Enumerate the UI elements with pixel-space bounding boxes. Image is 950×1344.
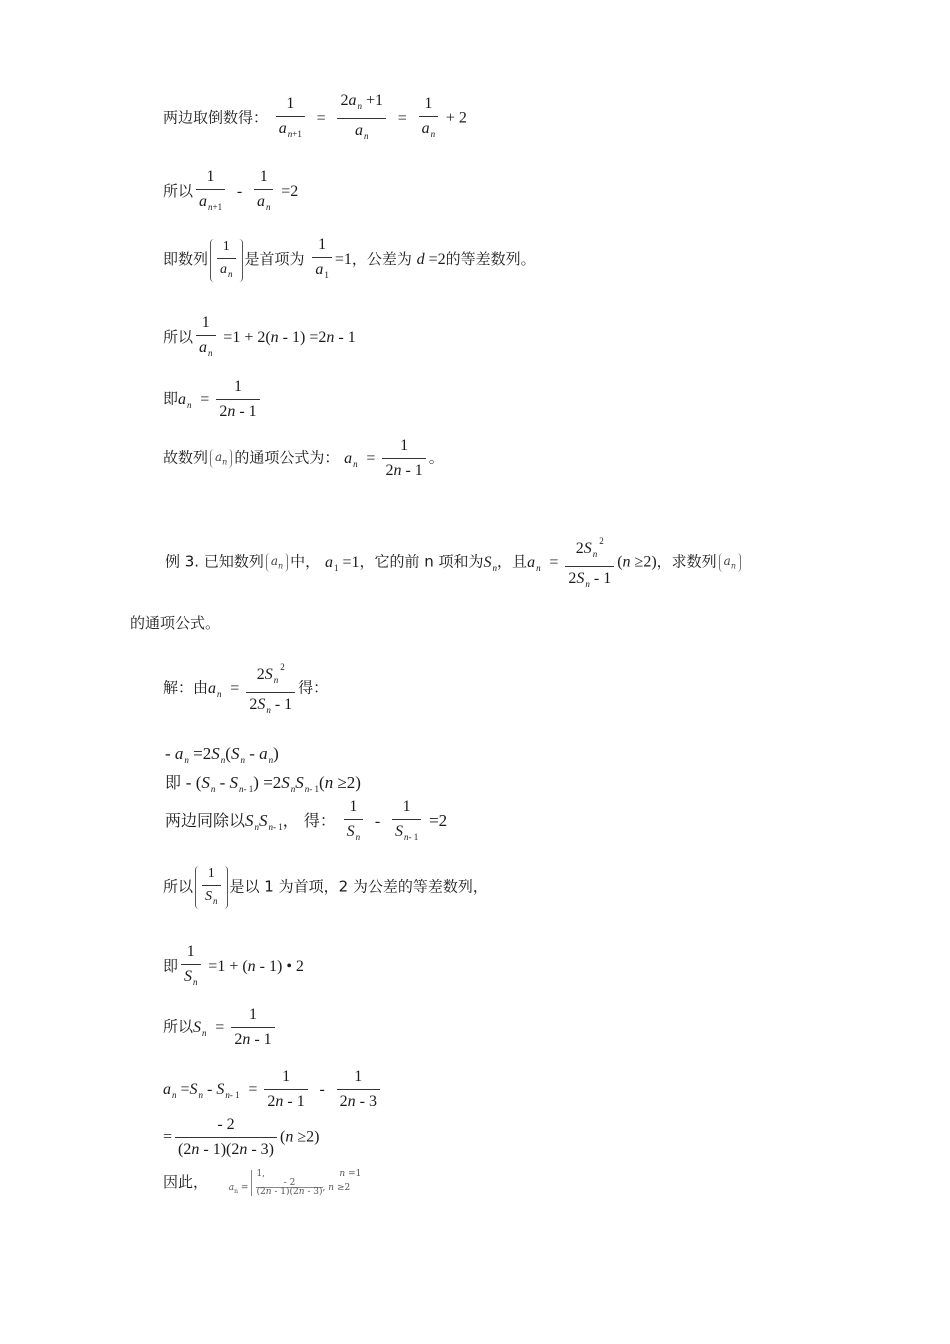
frac-1-over-an-c: $\frac{1}{a_n}$	[196, 314, 216, 362]
text-gongchawei: ，公差为	[351, 250, 412, 268]
frac-2sn2-over-2sn-1: $\frac{2S_n^2}{2S_n - 1}$	[565, 532, 614, 593]
text-shiyi-1-weishouxiang: 是以 1 为首项，2 为公差的等差数列，	[229, 877, 488, 896]
text-jieyou: 解：由	[163, 678, 209, 697]
frac-2an1-over-an: $\frac{2a_n +1}{a_n}$	[337, 92, 386, 145]
frac-1-over-2n-1-c: $\frac{1}{2n - 1}$	[231, 1006, 274, 1049]
frac-1-over-sn-1: $\frac{1}{S_{n- 1}}$	[392, 798, 421, 846]
frac-2sn2-over-2sn-1-b: $\frac{2S_n^2}{2S_n - 1}$	[246, 658, 295, 719]
line-an-formula: 即$a_n$ = $\frac{1}{2n - 1}$	[163, 378, 263, 421]
text-suoyi-3: 所以	[163, 877, 194, 896]
frac-1-over-2n-3: $\frac{1}{2n - 3}$	[337, 1068, 380, 1111]
text-tongxianggongshi-2: 的通项公式。	[130, 614, 221, 632]
piecewise-formula: $a_n$ = 1, n =1 $\frac{- 2}{(2n - 1)(2n - 3)}$ , n ≥2	[228, 1169, 362, 1197]
frac-1-over-a1: $\frac{1}{a_1}$	[312, 236, 332, 284]
line-general-reciprocal: 所以 $\frac{1}{a_n}$ =1 + 2(n - 1) =2n - 1	[163, 314, 356, 362]
brace-1-over-sn: $\frac{1}{S_n}$	[195, 866, 228, 909]
text-gushulie: 故数列	[163, 448, 209, 467]
text-suoyi-1: 所以	[163, 182, 194, 200]
text-qie: ，且	[497, 552, 528, 571]
brace-an-ex3-b: $a_n$	[719, 553, 741, 571]
text-shouxiangwei: 是首项为	[244, 250, 305, 268]
text-ji-3: 即	[163, 957, 179, 975]
text-period: 。	[428, 448, 444, 467]
line-an-simplified: = $\frac{- 2}{(2n - 1)(2n - 3)}$ (n ≥2)	[163, 1116, 320, 1158]
line-reciprocal: 两边取倒数得： $\frac{1}{a_{n+1}}$ = $\frac{2a_n +1}{a_n}$ = $\frac{1}{a_n}$ + 2	[163, 92, 467, 145]
text-de: 得：	[298, 678, 329, 697]
text-zhong: 中，	[290, 552, 321, 571]
example-3-continued	[130, 612, 220, 633]
text-reciprocal: 两边取倒数得：	[163, 108, 269, 127]
text-example-3: 例 3. 已知数列	[165, 552, 264, 571]
line-sn-general: 即 $\frac{1}{S_n}$ =1 + (n - 1) • 2	[163, 943, 304, 991]
line-final-piecewise	[163, 1170, 361, 1196]
text-tongchuyi: 两边同除以	[165, 811, 246, 830]
text-ji-1: 即	[163, 389, 179, 408]
text-qiushulie: ，求数列	[656, 552, 717, 571]
frac-1-over-sn-b: $\frac{1}{S_n}$	[181, 943, 201, 991]
line-an-difference: $a_n =S_n - S_{n- 1}$ = $\frac{1}{2n - 1}$ - $\frac{1}{2n - 3}$	[163, 1068, 383, 1111]
line-sn-arithmetic	[163, 866, 488, 909]
text-tongxianggongshi: 的通项公式为：	[234, 448, 340, 467]
text-qianxianghe: ，它的前 n 项和为	[359, 552, 484, 571]
text-ji-2: 即	[165, 773, 182, 792]
frac-1-over-2n-1-d: $\frac{1}{2n - 1}$	[264, 1068, 307, 1111]
frac-1-over-an1-b: $\frac{1}{a_{n+1}}$	[196, 168, 225, 216]
line-sn-formula: 所以$S_n$ = $\frac{1}{2n - 1}$	[163, 1006, 278, 1049]
frac-1-over-2n-1-b: $\frac{1}{2n - 1}$	[382, 437, 425, 480]
line-difference: 所以 $\frac{1}{a_{n+1}}$ - $\frac{1}{a_n}$ =2	[163, 168, 298, 216]
text-suoyi-2: 所以	[163, 328, 194, 346]
frac-1-over-an-b: $\frac{1}{a_n}$	[254, 168, 274, 216]
line-divide: 两边同除以$S_nS_{n- 1}$， 得： $\frac{1}{S_n}$ - $\frac{1}{S_{n- 1}}$ =2	[165, 798, 447, 846]
example-3-statement: 例 3. 已知数列 $a_n$ 中， $a_1 =1$，它的前 n 项和为$S_n$，且$a_n$ = $\frac{2S_n^2}{2S_n - 1}$ (n ≥2)，求数列 $a_n$	[165, 532, 743, 593]
line-conclusion-1: 故数列 $a_n$ 的通项公式为： $a_n$ = $\frac{1}{2n - 1}$ 。	[163, 437, 444, 479]
text-jishulie: 即数列	[163, 250, 209, 268]
line-neg-an: - $a_n =2S_n(S_n - a_n)$	[165, 744, 279, 765]
line-sn-relation: 即 - $(S_n - S_{n- 1}) =2S_nS_{n- 1}(n \ge 2)$	[165, 773, 361, 794]
frac-1-over-an1: $\frac{1}{a_{n+1}}$	[276, 95, 305, 143]
brace-an-ex3: $a_n$	[266, 553, 288, 571]
line-arithmetic-sequence: 即数列 $\frac{1}{a_n}$ 是首项为 $\frac{1}{a_1}$ =1，公差为 d =2的等差数列。	[163, 236, 536, 284]
text-de-2: ， 得：	[282, 811, 336, 830]
text-dengchashulie: 的等差数列。	[445, 250, 536, 268]
text-suoyi-4: 所以	[163, 1017, 194, 1036]
brace-an: $a_n$	[210, 449, 232, 467]
frac-1-over-an: $\frac{1}{a_n}$	[419, 95, 439, 143]
text-yinci: 因此，	[163, 1173, 209, 1191]
frac-1-over-sn: $\frac{1}{S_n}$	[344, 798, 364, 846]
frac-neg2-over-product: $\frac{- 2}{(2n - 1)(2n - 3)}$	[175, 1116, 277, 1159]
frac-1-over-2n-1: $\frac{1}{2n - 1}$	[216, 378, 259, 421]
brace-1-over-an: $\frac{1}{a_n}$	[210, 239, 243, 282]
solution-start: 解：由$a_n$ = $\frac{2S_n^2}{2S_n - 1}$ 得：	[163, 658, 328, 719]
